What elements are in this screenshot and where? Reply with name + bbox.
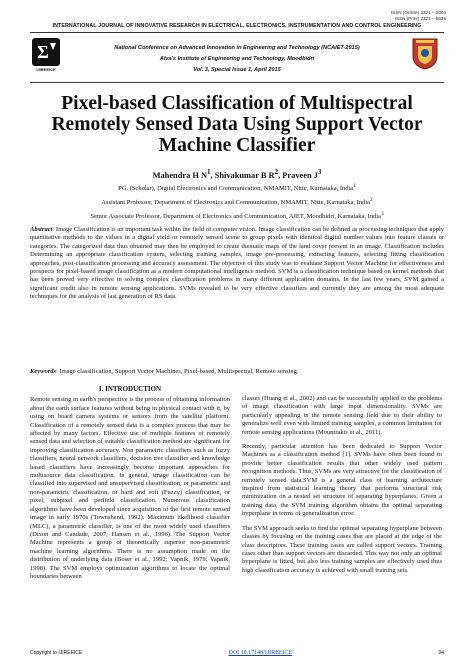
author-name: Praveen J [282, 170, 318, 180]
body-paragraph: Remote sensing in earth's perspective is the process of obtaining information about the earth surface features without being in physical contact with it, by using on board camera systems or sensors from the satellite platform. Classification of a remotely sensed data is a complex process that may be affected by many factors. Effective use of multiple features of remotely sensed data and selection of suitable classification method are significant for improving classification accuracy. Non parametric classifiers such as fuzzy classifiers, neural network classifiers, decision tree classifier and knowledge based classifiers have increasingly become important approaches for multisource data classification. In general, image classification can be classified into supervised and unsupervised classification, or parametric and non-parametric classification, or hard and soft (Fuzzy) classification, or pixel, subpixel and perfield classification. Numerous classification algorithms have been developed since acquisition of the first remote sensed image in early 1970s (Townshend, 1992). Maximum likelihood classifier (MLC), a parametric classifier, is one of the most widely used classifiers (Dixon and Candade, 2007; Hansen et al., 1996). The Support Vector Machine represents a group of theoretically superior non-parametric machine learning algorithms. There is no assumption made on the distribution of underlying data (Boser et al., 1992; Vapnik, 1979; Vapnik, 1998). The SVM employs optimization algorithms to locate the optimal boundaries between [30, 396, 230, 580]
doi-link[interactable]: DOI 10.17148/IJIREEICE [228, 650, 293, 656]
affiliation [30, 183, 444, 192]
header-rule-top [30, 32, 444, 33]
affiliation-text: Senior Associate Professor, Department of Electronics and Communication, AIET, Moodbidri, Karnataka, India [90, 213, 381, 221]
issn-block [391, 10, 446, 22]
keywords [30, 368, 444, 376]
journal-logo-caption: IJIREEICE [36, 67, 56, 72]
issn-print: ISSN (Print) 2321 – 5526 [394, 16, 446, 21]
author-name: Mahendra H N [152, 170, 208, 180]
author-sup: 3 [317, 168, 322, 176]
svg-text:Σ: Σ [37, 42, 49, 62]
affiliation-text: PG. (Scholar), Digital Electronics and Communication, NMAMIT, Nitte, Karnataka, India [118, 185, 354, 193]
journal-logo-icon [32, 38, 60, 66]
body-column-right [242, 395, 442, 581]
page-footer [30, 650, 444, 656]
author-sup: 2 [274, 168, 279, 176]
body-paragraph: The SVM approach seeks to find the optimal separating hyperplane between classes by focusing on the training cases that are placed at the edge of the class descriptors. These training cases are called support vectors. Training cases other than support vectors are discarded. This way not only an optimal hyperplane is fitted, but also less training samples are effectively used thus high classification accuracy is achieved with small training sets. [242, 524, 442, 574]
body-paragraph: Recently, particular attention has been dedicated to Support Vector Machines as a classification method [1]. SVMs have often been found to provide better classification results that other widely used pattern recognition methods. Thus, SVMs are very attractive for the classification of remotely sensed data.SVM is a general class of learning architecture inspired from statistical learning theory that performs structural risk minimization on a nested set structure of separating hyperplanes. Given a training data, the SVM training algorithm obtains the optimal separating hyperplane in terms of generalization error. [242, 443, 442, 518]
affiliation-sup: 2 [370, 197, 373, 203]
volume-info: Vol. 3, Special Issue 1, April 2015 [193, 67, 281, 73]
abstract-text: : Image Classification is an important task within the field of computer vision. Image classification can be defined as processing techniques that apply quantitative methods to the values in a digital yield or remotely sensed scene to group pixels with identical digital number values into feature classes or categories. The categorized data thus obtained may then be employed to create thematic maps of the land cover present in an image. Classification includes Determining an appropriate classification system, selecting training samples, image pre-processing, extracting features, selecting fitting classification approaches, post-classification processing and accuracy assessment. The objective of this study was to evaluate Support Vector Machine for effectiveness and prospects for pixel-based image classification as a modern computational intelligence method. SVM is a classification technique based on kernel methods that has been proved very effective in solving complex classification problems in many different application domains. In the last few years, SVM gained a significant credit also in remote sensing applications. SVMs revealed to be very effective classifiers and currently they are among the most adequate techniques for the analysis of last generation of RS data. [30, 226, 444, 301]
affiliation-sup: 1 [353, 183, 356, 189]
author-list: Mahendra H $N^1$, Shivakumar B $R^2$, Praveen $J^3$ [152, 168, 322, 180]
author-name: Shivakumar B R [214, 170, 275, 180]
affiliation [30, 197, 444, 206]
footer-copyright: Copyright to IJIREEICE [30, 650, 83, 656]
abstract-label: Abstract [30, 226, 53, 233]
institute-name: Alva's Institute of Engineering and Technology, Moodbidri [159, 56, 315, 62]
affiliation [30, 211, 444, 220]
paper-title: Pixel-based Classification of Multispectral Remotely Sensed Data Using Support Vector Machine Classifier [51, 93, 423, 156]
affiliation-sup: 3 [380, 211, 384, 217]
affiliation-text: Assistant Professor, Department of Electronics and Communication, NMAMIT, Nitte, Karnataka, India [101, 199, 371, 207]
author-sup: 1 [207, 168, 211, 176]
keywords-label: Keywords [30, 368, 56, 375]
issn-online: ISSN (Online) 2321 – 2004 [390, 10, 446, 15]
page-number: 94 [438, 650, 444, 656]
keywords-text: : Image classification, Support Vector Machines, Pixel-based, Multispectral, Remote sensing. [56, 368, 299, 375]
conference-name: National Conference on Advanced Innovation in Engineering and Technology (NCAIET-2015) [114, 45, 360, 51]
abstract [30, 226, 444, 302]
body-paragraph: classes (Huang et al., 2002) and can be successfully applied to the problems of image classification with large input dimensionality. SVMs are particularly appealing in the remote sensing field due to their ability to generalize well even with limited training samples, a common limitation for remote sensing applications (Mountrakis et al., 2011). [242, 395, 442, 436]
header-rule-bottom [30, 82, 444, 83]
conference-block [60, 43, 414, 76]
section-heading: I. INTRODUCTION [98, 385, 162, 393]
journal-name: INTERNATIONAL JOURNAL OF INNOVATIVE RESEARCH IN ELECTRICAL, ELECTRONICS, INSTRUMENTATION AND CONTROL ENGINEERING [52, 23, 422, 29]
institute-seal-icon [410, 36, 440, 70]
body-column-left [30, 385, 230, 587]
